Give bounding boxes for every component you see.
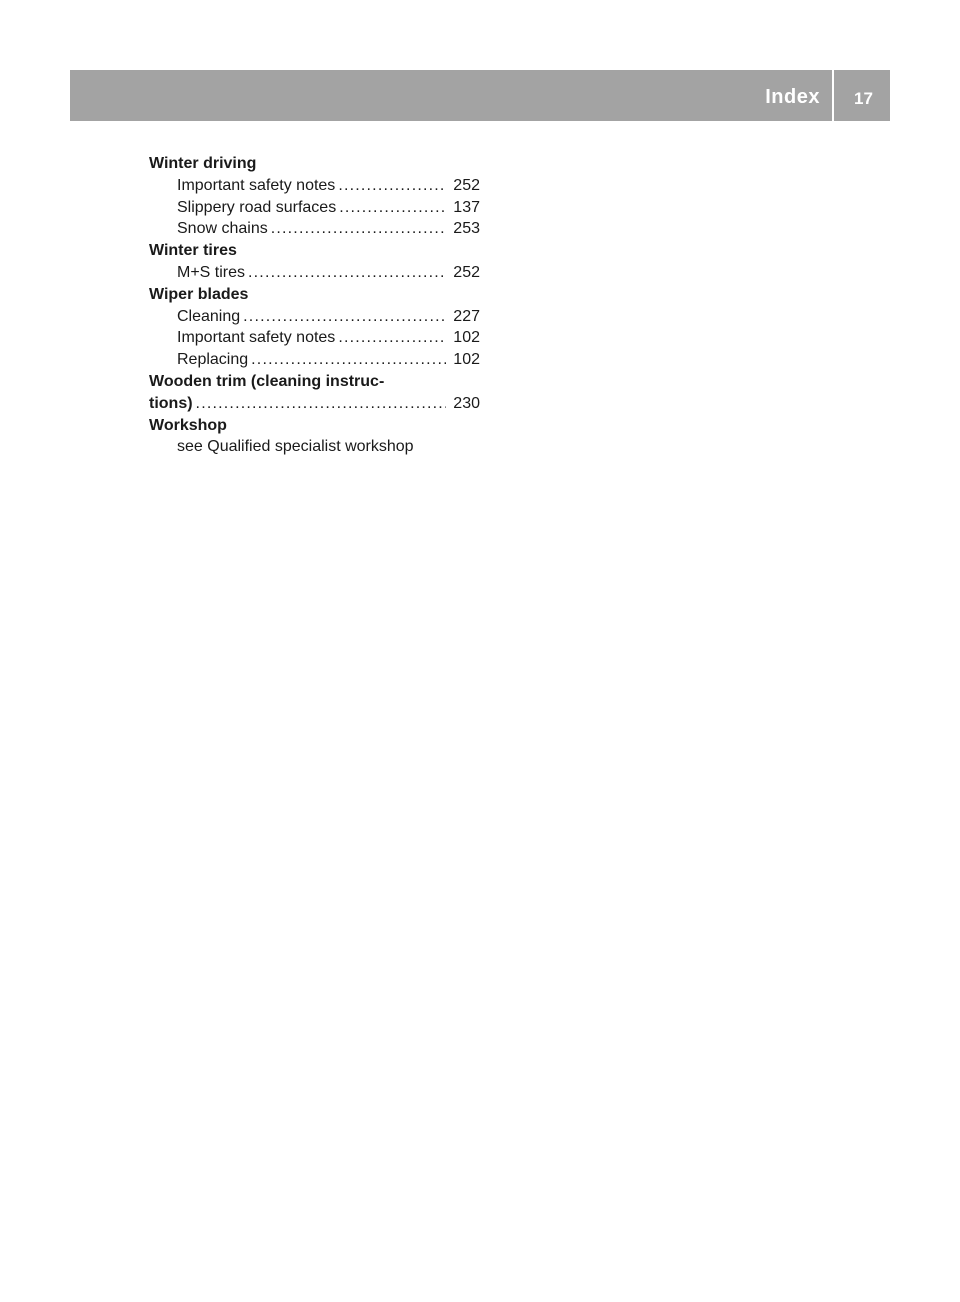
index-subentry[interactable] [149,349,480,371]
subentry-label: Slippery road surfaces [177,198,337,216]
index-entry-wooden-trim[interactable] [149,393,480,415]
subentry-label: M+S tires [177,263,246,281]
leader-dots [339,197,446,219]
subentry-label: Important safety notes [177,329,336,347]
index-subentry[interactable] [149,175,480,197]
subentry-page[interactable]: 137 [453,198,480,216]
subentry-page[interactable]: 253 [453,220,480,238]
index-heading-winter-driving: Winter driving [149,155,257,172]
entry-label-continued: tions) [149,394,193,412]
leader-dots [338,327,446,349]
subentry-label: Replacing [177,351,249,369]
leader-dots [243,306,446,328]
leader-dots [196,393,446,415]
subentry-page[interactable]: 252 [453,176,480,194]
subentry-label: Cleaning [177,307,241,325]
subentry-page[interactable]: 227 [453,307,480,325]
see-also-reference[interactable]: see Qualified specialist workshop [177,438,414,456]
leader-dots [251,349,446,371]
entry-page[interactable]: 230 [453,394,480,412]
subentry-label: Snow chains [177,220,268,238]
index-heading-wiper-blades: Wiper blades [149,285,249,303]
subentry-page[interactable]: 102 [453,329,480,347]
leader-dots [248,262,446,284]
index-subentry[interactable] [149,218,480,240]
header-page-box [834,70,890,121]
subentry-page[interactable]: 252 [453,263,480,281]
header-section [70,70,832,121]
subentry-label: Important safety notes [177,176,336,194]
section-title: Index [765,86,820,108]
index-heading-workshop: Workshop [149,416,227,434]
leader-dots [271,218,446,240]
subentry-page[interactable]: 102 [453,351,480,369]
index-subentry[interactable] [149,306,480,328]
page-number: 17 [854,89,873,108]
index-subentry[interactable] [149,262,480,284]
index-heading-winter-tires: Winter tires [149,242,237,260]
index-subentry[interactable] [149,197,480,219]
index-heading-wooden-trim: Wooden trim (cleaning instruc- [149,372,385,390]
leader-dots [338,175,446,197]
header-bar [70,70,890,121]
index-column [149,153,480,458]
index-subentry[interactable] [149,327,480,349]
